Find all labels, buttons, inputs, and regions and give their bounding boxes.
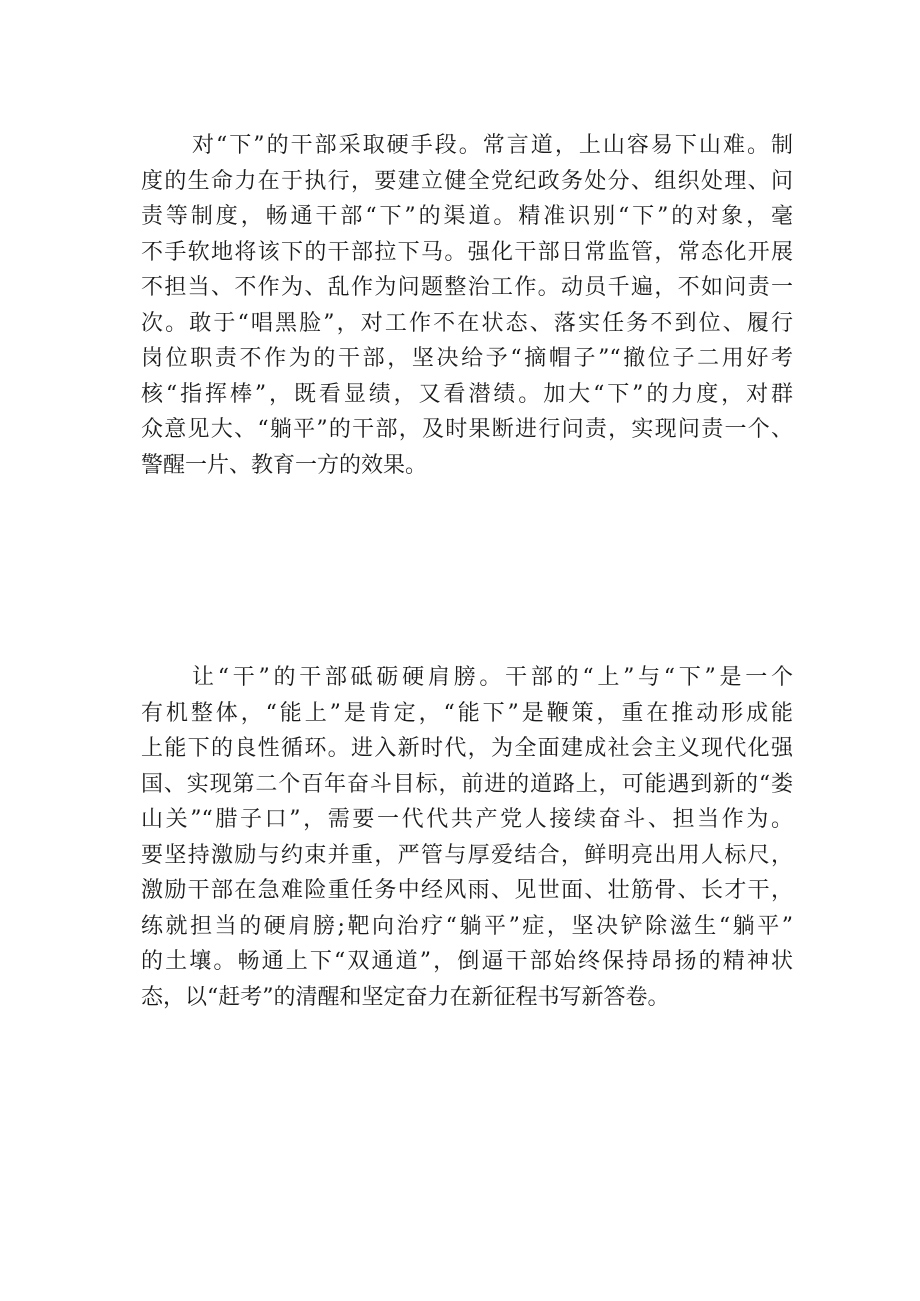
paragraph-1-line-9: 众意见大、“躺平”的干部，及时果断进行问责，实现问责一个、 — [141, 417, 793, 442]
paragraph-2-line-3: 上能下的良性循环。进入新时代，为全面建成社会主义现代化强 — [141, 736, 793, 761]
paragraph-1-line-10: 警醒一片、教育一方的效果。 — [141, 452, 428, 478]
paragraph-2-line-1: 让“干”的干部砥砺硬肩膀。干部的“上”与“下”是一个 — [192, 665, 793, 690]
paragraph-1-line-8: 核“指挥棒”，既看显绩，又看潜绩。加大“下”的力度，对群 — [141, 381, 793, 407]
paragraph-2-line-10: 态，以“赶考”的清醒和坚定奋力在新征程书写新答卷。 — [141, 984, 670, 1010]
paragraph-1-line-7: 岗位职责不作为的干部，坚决给予“摘帽子”“撤位子二用好考 — [141, 346, 793, 371]
paragraph-1-line-1: 对“下”的干部采取硬手段。常言道，上山容易下山难。制 — [192, 133, 793, 158]
paragraph-1-line-5: 不担当、不作为、乱作为问题整治工作。动员千遍，不如问责一 — [141, 275, 793, 300]
paragraph-2-line-4: 国、实现第二个百年奋斗目标，前进的道路上，可能遇到新的“娄 — [141, 771, 793, 797]
paragraph-1-line-6: 次。敢于“唱黑脸”，对工作不在状态、落实任务不到位、履行 — [141, 310, 793, 336]
paragraph-1-line-4: 不手软地将该下的干部拉下马。强化干部日常监管，常态化开展 — [141, 239, 793, 265]
paragraph-1-line-3: 责等制度，畅通干部“下”的渠道。精准识别“下”的对象，毫 — [141, 204, 793, 229]
paragraph-2-line-9: 的土壤。畅通上下“双通道”，倒逼干部始终保持昂扬的精神状 — [141, 949, 793, 974]
paragraph-2-line-2: 有机整体，“能上”是肯定，“能下”是鞭策，重在推动形成能 — [141, 700, 793, 726]
paragraph-2-line-7: 激励干部在急难险重任务中经风雨、见世面、壮筋骨、长才干， — [141, 878, 793, 903]
paragraph-2-line-8: 练就担当的硬肩膀;靶向治疗“躺平”症，坚决铲除滋生“躺平” — [141, 913, 793, 939]
paragraph-1-line-2: 度的生命力在于执行，要建立健全党纪政务处分、组织处理、问 — [141, 168, 793, 194]
paragraph-1 — [141, 128, 793, 483]
paragraph-2 — [141, 660, 793, 1015]
paragraph-2-line-5: 山关”“腊子口”，需要一代代共产党人接续奋斗、担当作为。 — [141, 807, 793, 832]
paragraph-2-line-6: 要坚持激励与约束并重，严管与厚爱结合，鲜明亮出用人标尺， — [141, 842, 793, 868]
